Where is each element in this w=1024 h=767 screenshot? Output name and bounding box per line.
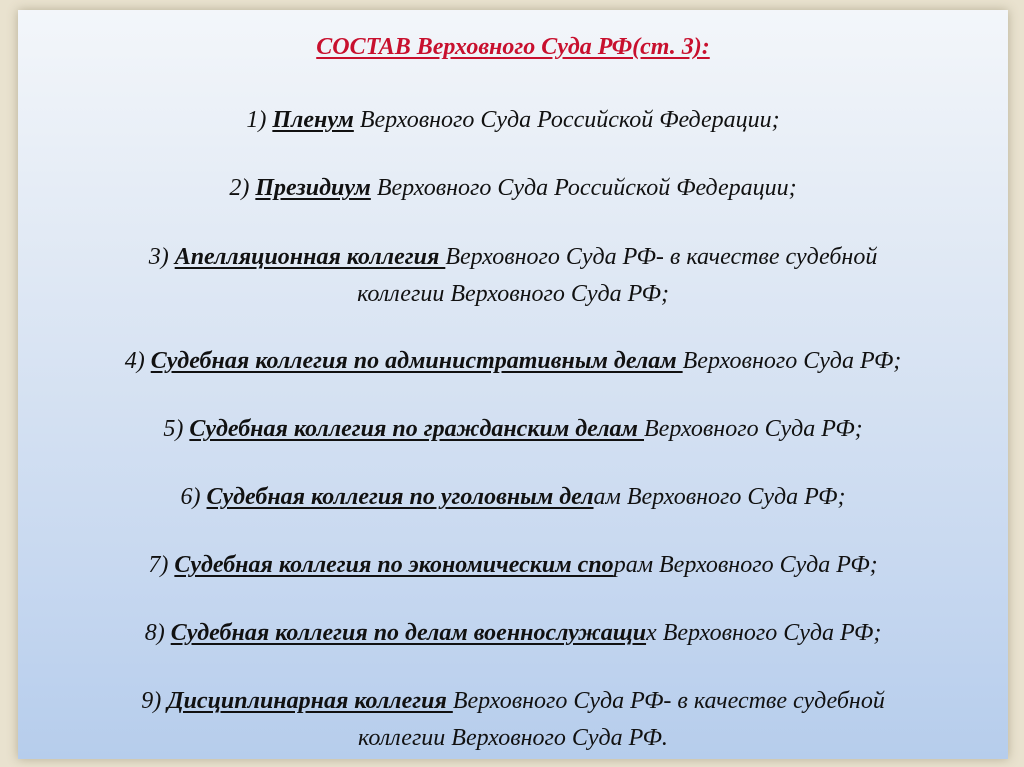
item-rest: рам Верховного Суда РФ; [613, 552, 878, 578]
item-bold-term: Пленум [272, 107, 354, 133]
item-bold-term: Судебная коллегия по делам военнослужащи [170, 620, 647, 646]
item-number: 9) [141, 688, 168, 714]
item-number: 3) [148, 244, 175, 270]
item-rest: х Верховного Суда РФ; [646, 620, 882, 646]
item-bold-term: Судебная коллегия по уголовным дел [206, 484, 594, 510]
item-rest: Верховного Суда РФ- в качестве судебной коллегии Верховного Суда РФ; [357, 244, 878, 307]
list-item-disciplinary-board [108, 683, 918, 757]
item-rest: Верховного Суда РФ- в качестве судебной коллегии Верховного Суда РФ. [358, 688, 885, 751]
item-number: 4) [124, 348, 151, 374]
list-item-presidium [48, 170, 978, 207]
item-rest: Верховного Суда Российской Федерации; [353, 107, 780, 133]
page-title: СОСТАВ Верховного Суда РФ(ст. 3): [316, 34, 710, 60]
item-rest: ам Верховного Суда РФ; [593, 484, 846, 510]
item-rest: Верховного Суда РФ; [644, 416, 863, 442]
list-item-administrative-board [48, 343, 978, 380]
item-rest: Верховного Суда Российской Федерации; [370, 175, 797, 201]
list-item-civil-board [48, 411, 978, 448]
list-item-plenum [48, 102, 978, 139]
item-number: 7) [148, 552, 175, 578]
item-bold-term: Судебная коллегия по гражданским делам [189, 416, 644, 442]
list-item-military-board [48, 615, 978, 652]
item-number: 2) [229, 175, 256, 201]
list-item-appeal-board [108, 239, 918, 313]
item-bold-term: Апелляционная коллегия [174, 244, 446, 270]
item-rest: Верховного Суда РФ; [682, 348, 902, 374]
item-number: 8) [144, 620, 171, 646]
item-bold-term: Судебная коллегия по экономическим спо [174, 552, 614, 578]
item-number: 1) [246, 107, 273, 133]
list-item-economic-board [48, 547, 978, 584]
item-bold-term: Президиум [255, 175, 371, 201]
item-number: 6) [180, 484, 207, 510]
list-item-criminal-board [48, 479, 978, 516]
slide [18, 10, 1008, 759]
item-bold-term: Судебная коллегия по административным делам [150, 348, 683, 374]
item-number: 5) [163, 416, 190, 442]
item-bold-term: Дисциплинарная коллегия [167, 688, 453, 714]
